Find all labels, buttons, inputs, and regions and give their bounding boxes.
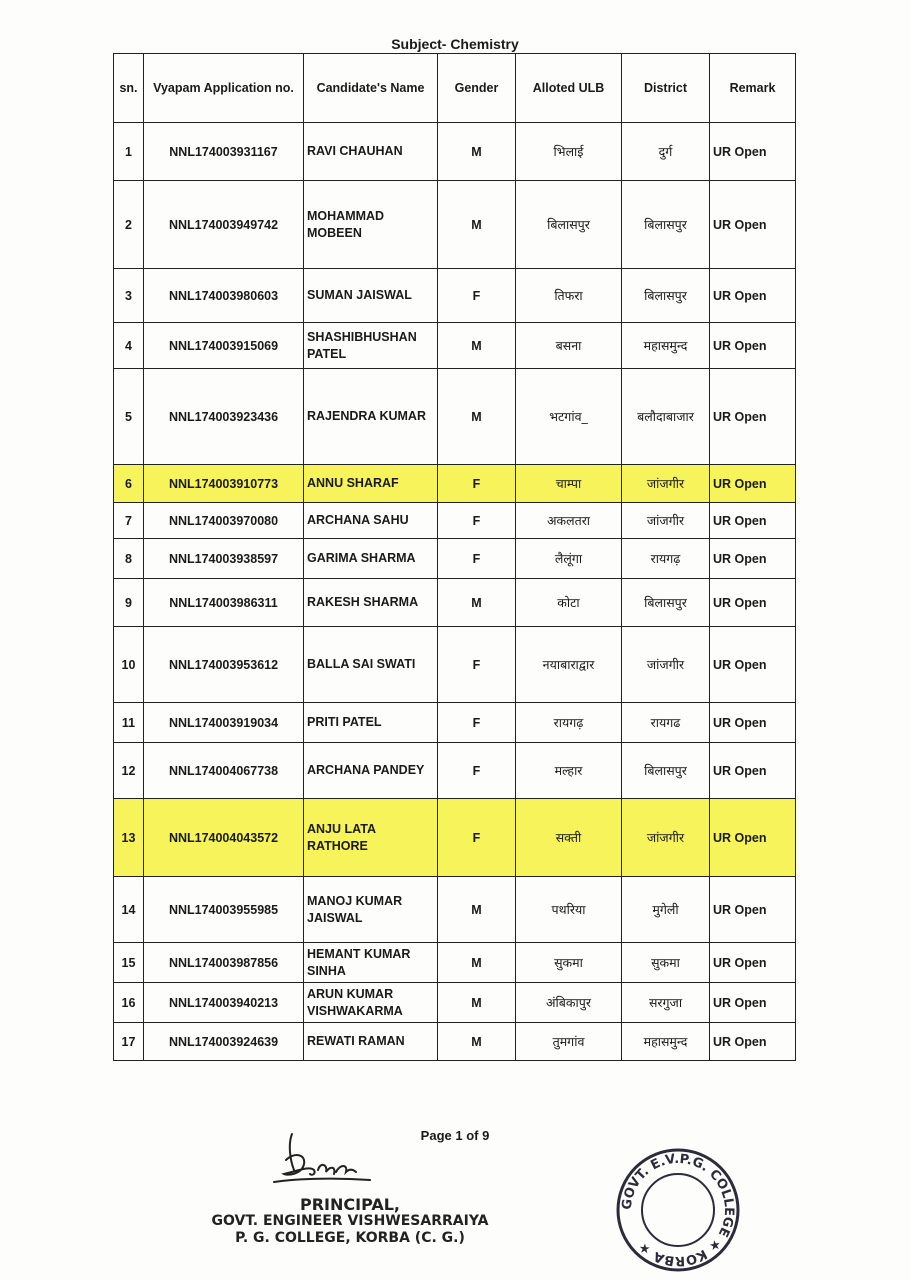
cell-alloted-ulb: अंबिकापुर xyxy=(516,983,622,1023)
cell-remark: UR Open xyxy=(710,627,796,703)
cell-sn: 9 xyxy=(114,579,144,627)
cell-alloted-ulb: अकलतरा xyxy=(516,503,622,539)
table-row xyxy=(114,943,796,983)
cell-gender: F xyxy=(438,269,516,323)
cell-remark: UR Open xyxy=(710,503,796,539)
cell-alloted-ulb: पथरिया xyxy=(516,877,622,943)
cell-gender: M xyxy=(438,323,516,369)
table-row xyxy=(114,703,796,743)
cell-sn: 16 xyxy=(114,983,144,1023)
cell-application-no: NNL174003910773 xyxy=(144,465,304,503)
cell-application-no: NNL174003949742 xyxy=(144,181,304,269)
cell-sn: 11 xyxy=(114,703,144,743)
cell-sn: 14 xyxy=(114,877,144,943)
cell-candidate-name: ANJU LATA RATHORE xyxy=(304,799,438,877)
cell-sn: 7 xyxy=(114,503,144,539)
cell-district: बिलासपुर xyxy=(622,181,710,269)
table-header-row xyxy=(114,54,796,123)
cell-application-no: NNL174003924639 xyxy=(144,1023,304,1061)
cell-candidate-name: GARIMA SHARMA xyxy=(304,539,438,579)
cell-remark: UR Open xyxy=(710,123,796,181)
subject-title: Subject- Chemistry xyxy=(391,36,519,52)
cell-gender: M xyxy=(438,123,516,181)
cell-gender: F xyxy=(438,539,516,579)
cell-sn: 17 xyxy=(114,1023,144,1061)
cell-candidate-name: REWATI RAMAN xyxy=(304,1023,438,1061)
cell-alloted-ulb: बिलासपुर xyxy=(516,181,622,269)
cell-alloted-ulb: सक्ती xyxy=(516,799,622,877)
header-application-no: Vyapam Application no. xyxy=(144,54,304,123)
cell-remark: UR Open xyxy=(710,703,796,743)
cell-sn: 13 xyxy=(114,799,144,877)
cell-district: बिलासपुर xyxy=(622,269,710,323)
cell-alloted-ulb: रायगढ़ xyxy=(516,703,622,743)
cell-district: रायगढ xyxy=(622,703,710,743)
table-row xyxy=(114,743,796,799)
cell-candidate-name: RAKESH SHARMA xyxy=(304,579,438,627)
cell-gender: M xyxy=(438,983,516,1023)
college-seal-stamp xyxy=(612,1146,744,1274)
cell-candidate-name: BALLA SAI SWATI xyxy=(304,627,438,703)
cell-sn: 10 xyxy=(114,627,144,703)
table-row xyxy=(114,369,796,465)
cell-candidate-name: RAJENDRA KUMAR xyxy=(304,369,438,465)
table-row xyxy=(114,983,796,1023)
header-remark: Remark xyxy=(710,54,796,123)
cell-sn: 5 xyxy=(114,369,144,465)
cell-district: जांजगीर xyxy=(622,503,710,539)
cell-candidate-name: ARUN KUMAR VISHWAKARMA xyxy=(304,983,438,1023)
table-row xyxy=(114,877,796,943)
cell-remark: UR Open xyxy=(710,539,796,579)
cell-district: बलौदाबाजार xyxy=(622,369,710,465)
cell-alloted-ulb: चाम्पा xyxy=(516,465,622,503)
cell-district: बिलासपुर xyxy=(622,579,710,627)
table-row xyxy=(114,799,796,877)
cell-application-no: NNL174003970080 xyxy=(144,503,304,539)
header-sn: sn. xyxy=(114,54,144,123)
cell-remark: UR Open xyxy=(710,579,796,627)
cell-alloted-ulb: तुमगांव xyxy=(516,1023,622,1061)
cell-application-no: NNL174003980603 xyxy=(144,269,304,323)
cell-gender: F xyxy=(438,799,516,877)
cell-district: जांजगीर xyxy=(622,627,710,703)
cell-candidate-name: HEMANT KUMAR SINHA xyxy=(304,943,438,983)
cell-alloted-ulb: तिफरा xyxy=(516,269,622,323)
cell-application-no: NNL174004067738 xyxy=(144,743,304,799)
header-candidate-name: Candidate's Name xyxy=(304,54,438,123)
cell-remark: UR Open xyxy=(710,877,796,943)
header-district: District xyxy=(622,54,710,123)
cell-candidate-name: ANNU SHARAF xyxy=(304,465,438,503)
cell-remark: UR Open xyxy=(710,1023,796,1061)
seal-text: GOVT. E.V.P.G. COLLEGE ★ KORBA ★ xyxy=(619,1151,737,1269)
cell-alloted-ulb: लैलूंगा xyxy=(516,539,622,579)
cell-gender: F xyxy=(438,503,516,539)
cell-candidate-name: SUMAN JAISWAL xyxy=(304,269,438,323)
cell-gender: F xyxy=(438,465,516,503)
cell-district: महासमुन्द xyxy=(622,1023,710,1061)
cell-district: सुकमा xyxy=(622,943,710,983)
cell-application-no: NNL174003938597 xyxy=(144,539,304,579)
cell-remark: UR Open xyxy=(710,943,796,983)
table-row xyxy=(114,123,796,181)
cell-gender: F xyxy=(438,703,516,743)
cell-application-no: NNL174003986311 xyxy=(144,579,304,627)
cell-gender: M xyxy=(438,181,516,269)
cell-remark: UR Open xyxy=(710,369,796,465)
table-row xyxy=(114,465,796,503)
cell-application-no: NNL174003923436 xyxy=(144,369,304,465)
cell-alloted-ulb: बसना xyxy=(516,323,622,369)
cell-district: जांजगीर xyxy=(622,799,710,877)
principal-college-line: GOVT. ENGINEER VISHWESARRAIYA xyxy=(211,1213,489,1229)
cell-remark: UR Open xyxy=(710,743,796,799)
cell-remark: UR Open xyxy=(710,181,796,269)
cell-application-no: NNL174003953612 xyxy=(144,627,304,703)
cell-district: दुर्ग xyxy=(622,123,710,181)
cell-alloted-ulb: भिलाई xyxy=(516,123,622,181)
cell-candidate-name: MOHAMMAD MOBEEN xyxy=(304,181,438,269)
cell-application-no: NNL174003915069 xyxy=(144,323,304,369)
cell-gender: F xyxy=(438,627,516,703)
cell-district: जांजगीर xyxy=(622,465,710,503)
cell-district: मुगेली xyxy=(622,877,710,943)
table-row xyxy=(114,181,796,269)
principal-signature xyxy=(270,1130,380,1196)
cell-application-no: NNL174004043572 xyxy=(144,799,304,877)
page-number: Page 1 of 9 xyxy=(420,1128,490,1143)
cell-alloted-ulb: कोटा xyxy=(516,579,622,627)
cell-district: सरगुजा xyxy=(622,983,710,1023)
cell-application-no: NNL174003919034 xyxy=(144,703,304,743)
cell-district: महासमुन्द xyxy=(622,323,710,369)
cell-sn: 3 xyxy=(114,269,144,323)
cell-application-no: NNL174003931167 xyxy=(144,123,304,181)
cell-candidate-name: ARCHANA PANDEY xyxy=(304,743,438,799)
cell-sn: 15 xyxy=(114,943,144,983)
table-row xyxy=(114,323,796,369)
principal-block xyxy=(160,1196,540,1247)
cell-remark: UR Open xyxy=(710,799,796,877)
table-row xyxy=(114,579,796,627)
cell-gender: M xyxy=(438,1023,516,1061)
cell-district: रायगढ़ xyxy=(622,539,710,579)
cell-remark: UR Open xyxy=(710,465,796,503)
cell-sn: 1 xyxy=(114,123,144,181)
cell-candidate-name: SHASHIBHUSHAN PATEL xyxy=(304,323,438,369)
cell-gender: M xyxy=(438,877,516,943)
cell-sn: 8 xyxy=(114,539,144,579)
svg-text:GOVT. E.V.P.G. COLLEGE ★ KORBA xyxy=(620,1152,736,1268)
cell-sn: 6 xyxy=(114,465,144,503)
cell-remark: UR Open xyxy=(710,269,796,323)
cell-application-no: NNL174003955985 xyxy=(144,877,304,943)
cell-district: बिलासपुर xyxy=(622,743,710,799)
cell-candidate-name: RAVI CHAUHAN xyxy=(304,123,438,181)
cell-candidate-name: MANOJ KUMAR JAISWAL xyxy=(304,877,438,943)
cell-sn: 4 xyxy=(114,323,144,369)
cell-candidate-name: PRITI PATEL xyxy=(304,703,438,743)
cell-alloted-ulb: मल्हार xyxy=(516,743,622,799)
cell-application-no: NNL174003987856 xyxy=(144,943,304,983)
table-row xyxy=(114,503,796,539)
header-gender: Gender xyxy=(438,54,516,123)
cell-sn: 2 xyxy=(114,181,144,269)
table-row xyxy=(114,269,796,323)
cell-gender: M xyxy=(438,579,516,627)
header-alloted-ulb: Alloted ULB xyxy=(516,54,622,123)
cell-gender: M xyxy=(438,943,516,983)
cell-remark: UR Open xyxy=(710,983,796,1023)
principal-title: PRINCIPAL, xyxy=(300,1195,400,1214)
cell-alloted-ulb: नयाबाराद्वार xyxy=(516,627,622,703)
table-row xyxy=(114,627,796,703)
cell-application-no: NNL174003940213 xyxy=(144,983,304,1023)
cell-gender: M xyxy=(438,369,516,465)
cell-gender: F xyxy=(438,743,516,799)
cell-sn: 12 xyxy=(114,743,144,799)
cell-candidate-name: ARCHANA SAHU xyxy=(304,503,438,539)
cell-alloted-ulb: भटगांव_ xyxy=(516,369,622,465)
principal-college-place: P. G. COLLEGE, KORBA (C. G.) xyxy=(235,1230,465,1246)
table-row xyxy=(114,1023,796,1061)
cell-alloted-ulb: सुकमा xyxy=(516,943,622,983)
cell-remark: UR Open xyxy=(710,323,796,369)
table-row xyxy=(114,539,796,579)
table-body xyxy=(114,123,796,1061)
candidate-table xyxy=(113,53,796,1061)
